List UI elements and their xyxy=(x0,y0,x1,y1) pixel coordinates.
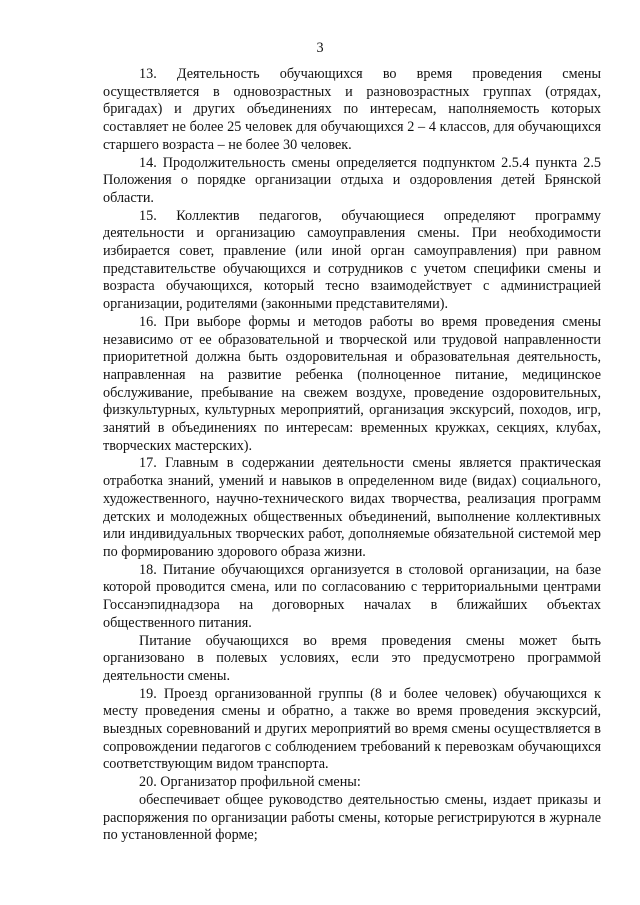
paragraph-14: 14. Продолжительность смены определяется подпунктом 2.5.4 пункта 2.5 Положения о порядке организации отдыха и оздоровления детей Брянской области. xyxy=(103,154,601,206)
paragraph-17: 17. Главным в содержании деятельности смены является практическая отработка знаний, умений и навыков в определенном виде (видах) социального, художественного, научно-технического видах творчества, реализация программ детских и молодежных общественных объединений, выполнение коллективных или индивидуальных творческих работ, дополняемые обязательной системой мер по формированию здорового образа жизни. xyxy=(103,455,601,560)
document-body xyxy=(103,66,601,845)
paragraph-15: 15. Коллектив педагогов, обучающиеся определяют программу деятельности и организацию самоуправления смены. При необходимости избирается совет, правление (или иной орган самоуправления) при равном представительстве обучающихся и сотрудников с учетом специфики смены и возраста обучающихся, который тесно взаимодействует с администрацией организации, родителями (законными представителями). xyxy=(103,207,601,313)
paragraph-18-continued: Питание обучающихся во время проведения смены может быть организовано в полевых условиях, если это предусмотрено программой деятельности смены. xyxy=(103,632,601,684)
paragraph-19: 19. Проезд организованной группы (8 и более человек) обучающихся к месту проведения смены и обратно, а также во время проведения экскурсий, выездных соревнований и других мероприятий во время смены осуществляется в сопровождении педагогов с соблюдением требований к перевозкам обучающихся соответствующим видом транспорта. xyxy=(103,685,601,773)
paragraph-16: 16. При выборе формы и методов работы во время проведения смены независимо от ее образовательной и творческой или трудовой направленности приоритетной должна быть оздоровительная и образовательная деятельность, направленная на развитие ребенка (полноценное питание, медицинское обслуживание, пребывание на свежем воздухе, проведение оздоровительных, физкультурных, культурных мероприятий, организация экскурсий, походов, игр, занятий в объединениях по интересам: временных кружках, секциях, клубах, творческих мастерских). xyxy=(103,313,601,454)
paragraph-20: 20. Организатор профильной смены: xyxy=(139,774,361,791)
page-number: 3 xyxy=(316,40,324,56)
paragraph-13: 13. Деятельность обучающихся во время проведения смены осуществляется в одновозрастных и разновозрастных группах (отрядах, бригадах) и других объединениях по интересам, наполняемость которых составляет не более 25 человек для обучающихся 2 – 4 классов, для обучающихся старшего возраста – не более 30 человек. xyxy=(103,66,601,153)
paragraph-18: 18. Питание обучающихся организуется в столовой организации, на базе которой проводится смена, или по согласованию с территориальными центрами Госсанэпиднадзора на договорных началах в ближайших объектах общественного питания. xyxy=(103,561,601,631)
paragraph-20-item: обеспечивает общее руководство деятельностью смены, издает приказы и распоряжения по организации работы смены, которые регистрируются в журнале по установленной форме; xyxy=(103,791,601,844)
